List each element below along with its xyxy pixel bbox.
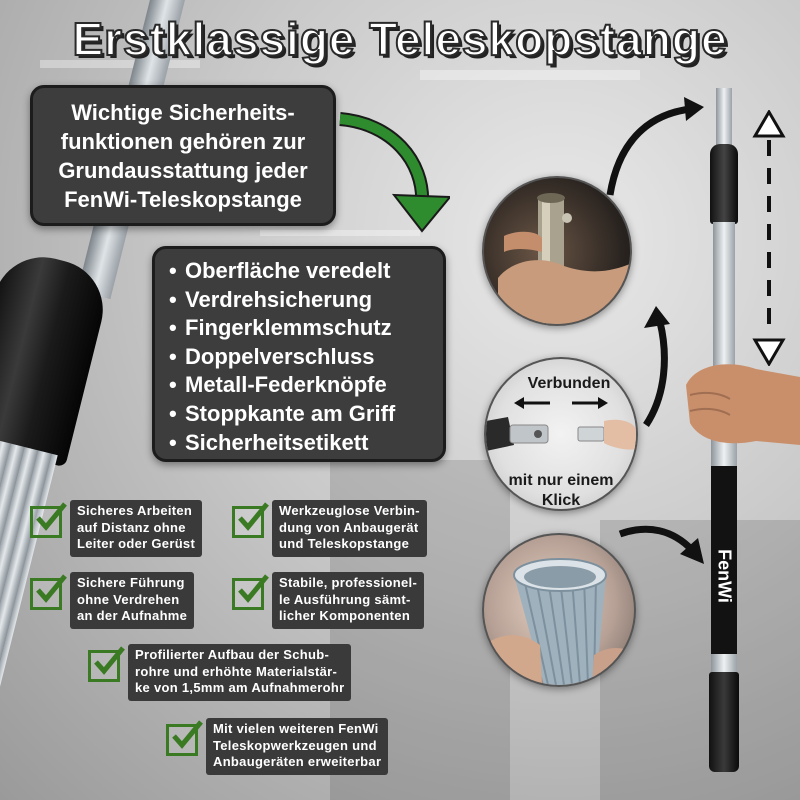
feature-item: • Fingerklemmschutz [169, 315, 392, 341]
benefit-item [30, 572, 194, 629]
benefit-text: Mit vielen weiteren FenWi Teleskopwerkzeugen und Anbaugeräten erweiterbar [206, 718, 388, 775]
profiled-tube-image [484, 535, 634, 685]
brand-label: FenWi [714, 549, 735, 603]
pole-clamp-cap [0, 247, 113, 468]
feature-list [155, 249, 443, 457]
pole-top-tube [716, 88, 732, 148]
hand-image [686, 355, 800, 465]
extend-arrow-icon [752, 110, 786, 366]
benefit-text: Sichere Führung ohne Verdrehen an der Aufnahme [70, 572, 194, 629]
connect-label-top: Verbunden [527, 375, 611, 392]
feature-item: • Metall-Federknöpfe [169, 372, 387, 398]
curved-arrow-icon [618, 520, 708, 570]
intro-line: Grundausstattung jeder [58, 158, 308, 183]
feature-item: • Stoppkante am Griff [169, 400, 396, 426]
intro-line: funktionen gehören zur [60, 129, 306, 154]
pole-label [711, 466, 737, 656]
intro-line: Wichtige Sicherheits- [71, 100, 295, 125]
benefit-item [30, 500, 202, 557]
benefit-text: Stabile, professionel- le Ausführung sämt- licher Komponenten [272, 572, 424, 629]
feature-item: • Verdrehsicherung [169, 286, 373, 312]
curved-arrow-icon [330, 105, 450, 235]
intro-line: FenWi-Teleskopstange [64, 187, 302, 212]
detail-photo-click-connect [484, 357, 638, 511]
pole-clamp-upper [710, 144, 738, 224]
checkbox-icon [30, 572, 66, 608]
pole-grip-tube [711, 654, 737, 674]
connect-label-bottom: mit nur einem Klick [508, 472, 614, 509]
intro-text [33, 98, 333, 214]
benefit-item [88, 644, 351, 701]
features-box [152, 246, 446, 462]
benefit-item [166, 718, 388, 775]
checkbox-icon [30, 500, 66, 536]
feature-item: • Sicherheitsetikett [169, 429, 369, 455]
curved-arrow-icon [636, 300, 686, 430]
benefit-item [232, 572, 424, 629]
checkbox-icon [232, 500, 268, 536]
feature-item: • Doppelverschluss [169, 343, 375, 369]
page-title: Erstklassige Teleskopstange [72, 13, 728, 65]
checkbox-icon [232, 572, 268, 608]
ceiling-light [420, 70, 640, 80]
checkbox-icon [166, 718, 202, 754]
benefit-text: Sicheres Arbeiten auf Distanz ohne Leiter oder Gerüst [70, 500, 202, 557]
benefit-text: Werkzeuglose Verbin- dung von Anbaugerät und Teleskopstange [272, 500, 427, 557]
intro-box [30, 85, 336, 226]
feature-item: • Oberfläche veredelt [169, 258, 391, 283]
checkbox-icon [88, 644, 124, 680]
detail-photo-profiled-tube [482, 533, 636, 687]
benefit-text: Profilierter Aufbau der Schub- rohre und erhöhte Materialstär- ke von 1,5mm am Aufnahmerohr [128, 644, 351, 701]
pole-handle-grip [709, 672, 739, 772]
curved-arrow-icon [600, 95, 710, 205]
benefit-item [232, 500, 427, 557]
